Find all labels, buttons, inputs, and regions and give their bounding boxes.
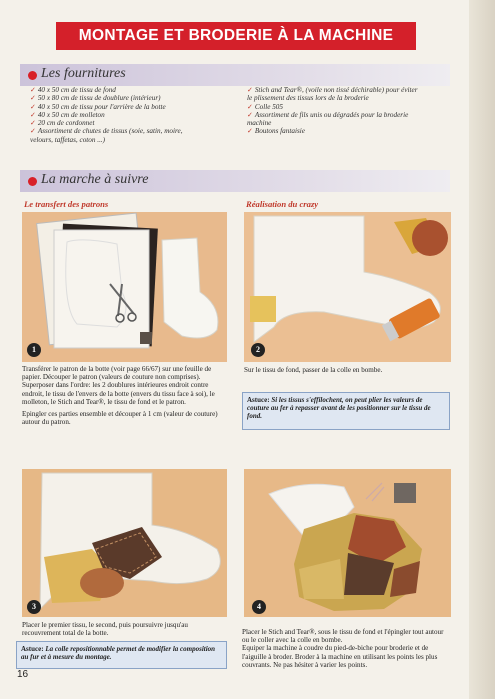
supplies-list-left (30, 86, 230, 144)
supply-item: ✓ Stich and Tear®, (voile non tissé déchirable) pour éviter (247, 86, 452, 94)
page-number: 16 (17, 669, 29, 680)
steps-title: La marche à suivre (41, 172, 149, 187)
supply-item-continued: machine (247, 119, 272, 128)
supply-item: ✓ 40 x 50 cm de molleton (30, 111, 230, 119)
step3-photo (22, 469, 227, 617)
supply-item: ✓ Assortiment de fils unis ou dégradés pour la broderie (247, 111, 452, 119)
supply-item: ✓ Assortiment de chutes de tissus (soie, satin, moire, (30, 127, 230, 135)
tip-label: Astuce: (247, 396, 270, 404)
step3-text: Placer le premier tissu, le second, puis poursuivre jusqu'au recouvrement total de la botte. (22, 621, 188, 638)
step1-paragraph: Superposer dans l'ordre: les 2 doublures intérieures endroit contre endroit, le tissu de l'envers de la botte (envers du tissu face à soi), le molleton, le Stich and Tear®, le tissu de fond et le patron. (22, 381, 215, 406)
bullet-icon (28, 71, 37, 80)
step2-tip (242, 392, 450, 430)
step4-paragraph: Equiper la machine à coudre du pied-de-biche pour broderie et de l'aiguille à broder. Broder à la machine en utilisant les points les plus couvrants. Ne pas hésiter à varier les points. (242, 644, 438, 669)
supply-item-continued: le plissement des tissus lors de la broderie (247, 94, 369, 103)
step-number-3: 3 (27, 600, 41, 614)
step1-paragraph: Transférer le patron de la botte (voir page 66/67) sur une feuille de papier. Découper le patron (valeurs de couture non comprises). (22, 365, 212, 382)
step2-photo (244, 212, 451, 362)
step1-paragraph: Epingler ces parties ensemble et découper à 1 cm (valeur de couture) autour du patron. (22, 410, 218, 427)
supply-item: ✓ Boutons fantaisie (247, 127, 452, 135)
pattern-papers-illustration (22, 212, 227, 362)
tip-label: Astuce: (21, 645, 44, 653)
step2-text: Sur le tissu de fond, passer de la colle en bombe. (244, 366, 383, 374)
col-right-heading: Réalisation du crazy (246, 199, 319, 209)
page-title: MONTAGE ET BRODERIE À LA MACHINE (56, 22, 416, 50)
step-number-4: 4 (252, 600, 266, 614)
step4-text (242, 628, 452, 669)
bullet-icon (28, 177, 37, 186)
step-number-1: 1 (27, 343, 41, 357)
glue-spray-illustration (244, 212, 451, 362)
step1-photo (22, 212, 227, 362)
page-edge (469, 0, 495, 699)
supply-item: ✓ 20 cm de cordonnet (30, 119, 230, 127)
supply-item: ✓ Colle 505 (247, 103, 452, 111)
supply-item: ✓ 50 x 80 cm de tissu de doublure (intérieur) (30, 94, 230, 102)
supply-item-continued: velours, taffetas, coton ...) (30, 135, 106, 144)
step4-paragraph: Placer le Stich and Tear®, sous le tissu de fond et l'épingler tout autour ou le coller avec la colle en bombe. (242, 628, 444, 645)
step4-photo (244, 469, 451, 617)
col-left-heading: Le transfert des patrons (24, 199, 109, 209)
supply-item: ✓ 40 x 50 cm de tissu pour l'arrière de la botte (30, 103, 230, 111)
crazy-quilt-start-illustration (22, 469, 227, 617)
crazy-quilt-complete-illustration (244, 469, 451, 617)
step3-tip (16, 641, 227, 669)
supply-item: ✓ 40 x 50 cm de tissu de fond (30, 86, 230, 94)
supplies-title: Les fournitures (41, 66, 126, 81)
supplies-list-right (247, 86, 452, 136)
step-number-2: 2 (251, 343, 265, 357)
tip-text: Si les tissus s'effilochent, on peut plier les valeurs de couture au fer à repasser avant de les positionner sur le tissu de fond. (247, 396, 431, 421)
step1-text (22, 365, 228, 426)
tip-text: La colle repositionnable permet de modifier la composition au fur et à mesure du montage. (21, 645, 216, 662)
